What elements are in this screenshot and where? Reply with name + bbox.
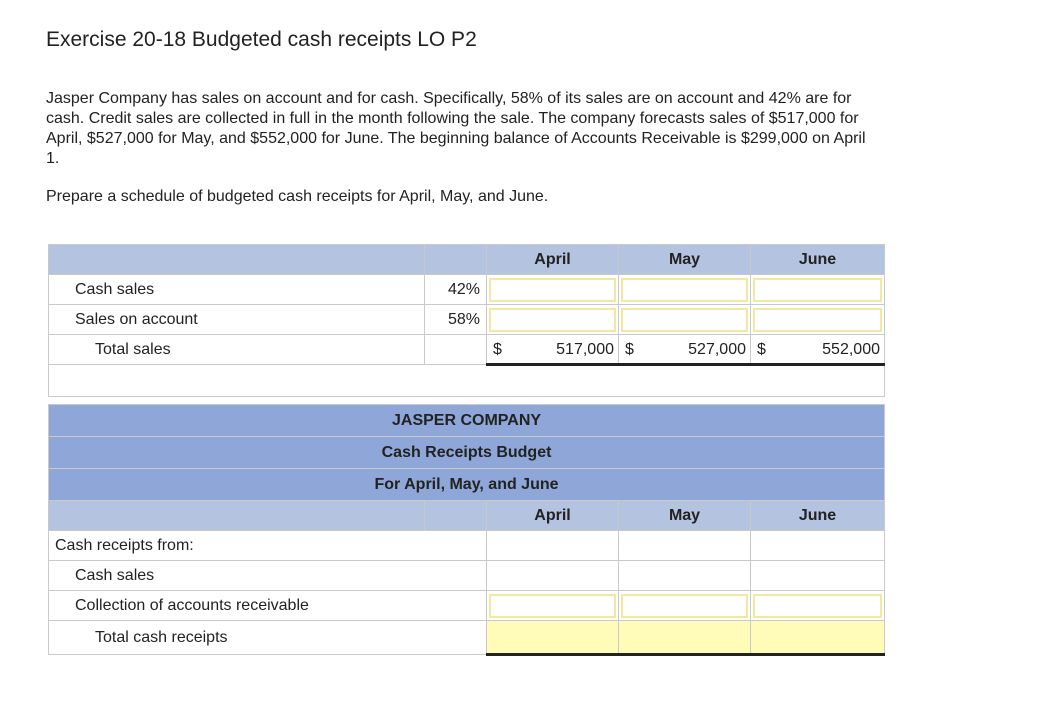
spacer-row (49, 365, 885, 397)
total-sales-may (619, 335, 751, 365)
receipts-from-june (751, 531, 885, 561)
total-sales-april (487, 335, 619, 365)
cash-sales-june-cell (751, 275, 885, 305)
budget-cash-sales-row (49, 561, 885, 591)
total-receipts-may (619, 621, 751, 655)
total-sales-april-value: 517,000 (556, 341, 614, 358)
cash-sales-june-input[interactable] (753, 278, 882, 302)
receipts-from-may (619, 531, 751, 561)
cash-sales-may-cell (619, 275, 751, 305)
budget-name-row (49, 437, 885, 469)
sales-table (48, 244, 885, 397)
total-cash-receipts-row (49, 621, 885, 655)
budget-header-may: May (619, 501, 751, 531)
cash-sales-april-cell (487, 275, 619, 305)
sales-header-row (49, 245, 885, 275)
collection-may-cell (619, 591, 751, 621)
total-sales-june (751, 335, 885, 365)
total-sales-may-value: 527,000 (688, 341, 746, 358)
sales-on-account-pct: 58% (425, 305, 487, 335)
budget-header-row (49, 501, 885, 531)
budget-name: Cash Receipts Budget (49, 437, 885, 469)
budget-period-row (49, 469, 885, 501)
cash-receipts-budget-table (48, 404, 885, 656)
instruction-text: Prepare a schedule of budgeted cash receipts for April, May, and June. (46, 188, 549, 205)
receipts-from-row (49, 531, 885, 561)
budget-header-april: April (487, 501, 619, 531)
budget-header-pct-blank (425, 501, 487, 531)
budget-cash-sales-may (619, 561, 751, 591)
sales-on-account-label: Sales on account (49, 305, 425, 335)
budget-cash-sales-june (751, 561, 885, 591)
collection-row (49, 591, 885, 621)
receipts-from-label: Cash receipts from: (49, 531, 487, 561)
total-receipts-april (487, 621, 619, 655)
collection-april-cell (487, 591, 619, 621)
cash-sales-may-input[interactable] (621, 278, 748, 302)
cash-sales-label: Cash sales (49, 275, 425, 305)
currency-symbol: $ (625, 341, 634, 358)
spacer-cell (49, 365, 885, 397)
currency-symbol: $ (757, 341, 766, 358)
sales-on-account-row (49, 305, 885, 335)
total-receipts-june (751, 621, 885, 655)
header-april: April (487, 245, 619, 275)
problem-description: Jasper Company has sales on account and for cash. Specifically, 58% of its sales are on account and 42% are for cash. Credit sales are collected in full in the month following the sale. The company forecasts sales of $517,000 for April, $527,000 for May, and $552,000 for June. The beginning balance of Accounts Receivable is $299,000 on April 1. (46, 90, 866, 167)
collection-june-cell (751, 591, 885, 621)
total-cash-receipts-label: Total cash receipts (49, 621, 487, 655)
total-sales-label: Total sales (49, 335, 425, 365)
account-may-cell (619, 305, 751, 335)
company-name-row (49, 405, 885, 437)
budget-cash-sales-label: Cash sales (49, 561, 487, 591)
account-june-cell (751, 305, 885, 335)
collection-may-input[interactable] (621, 594, 748, 618)
sales-on-account-june-input[interactable] (753, 308, 882, 332)
account-april-cell (487, 305, 619, 335)
sales-on-account-may-input[interactable] (621, 308, 748, 332)
budget-header-june: June (751, 501, 885, 531)
collection-june-input[interactable] (753, 594, 882, 618)
budget-cash-sales-april (487, 561, 619, 591)
receipts-from-april (487, 531, 619, 561)
sales-on-account-april-input[interactable] (489, 308, 616, 332)
company-name: JASPER COMPANY (49, 405, 885, 437)
collection-april-input[interactable] (489, 594, 616, 618)
exercise-title: Exercise 20-18 Budgeted cash receipts LO P2 (46, 28, 477, 51)
total-sales-row (49, 335, 885, 365)
header-pct-blank (425, 245, 487, 275)
header-may: May (619, 245, 751, 275)
cash-sales-pct: 42% (425, 275, 487, 305)
cash-sales-row (49, 275, 885, 305)
total-sales-pct-blank (425, 335, 487, 365)
header-blank (49, 245, 425, 275)
total-sales-june-value: 552,000 (822, 341, 880, 358)
cash-sales-april-input[interactable] (489, 278, 616, 302)
budget-period: For April, May, and June (49, 469, 885, 501)
collection-label: Collection of accounts receivable (49, 591, 487, 621)
currency-symbol: $ (493, 341, 502, 358)
header-june: June (751, 245, 885, 275)
budget-header-blank (49, 501, 425, 531)
